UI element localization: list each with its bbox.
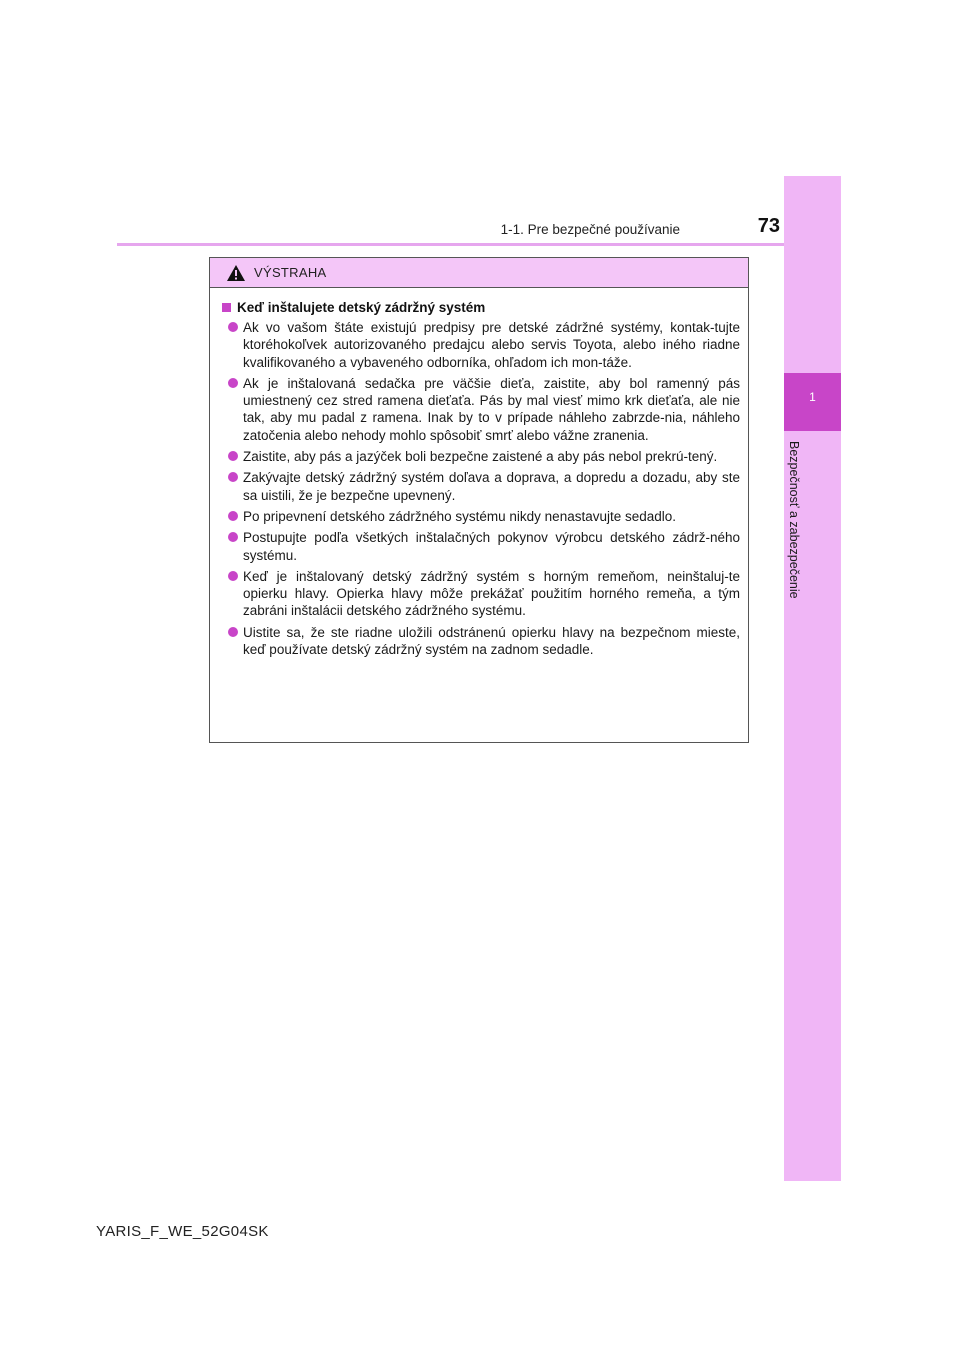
- square-bullet-icon: [222, 303, 231, 312]
- bullet-dot-icon: [228, 532, 238, 542]
- bullet-dot-icon: [228, 472, 238, 482]
- list-item-text: Postupujte podľa všetkých inštalačných pokynov výrobcu detského zádrž-ného systému.: [243, 530, 740, 563]
- list-item-text: Zakývajte detský zádržný systém doľava a doprava, a dopredu a dozadu, aby ste sa uistili, že je bezpečne upevnený.: [243, 470, 740, 503]
- list-item: [222, 319, 740, 371]
- list-item-text: Ak je inštalovaná sedačka pre väčšie dieťa, zaistite, aby bol ramenný pás umiestnený cez stred ramena dieťaťa. Pás by mal viesť mimo krk dieťaťa, ale nie tak, aby mu padal z ramena. Inak by to v prípade náhleho zabrzde-nia, náhleho zatočenia alebo nehody mohlo spôsobiť smrť alebo vážne zranenia.: [243, 375, 740, 443]
- warning-box: [209, 257, 749, 743]
- list-item: [222, 469, 740, 504]
- list-item: [222, 508, 740, 525]
- header-divider: [117, 243, 841, 246]
- list-item: [222, 448, 740, 465]
- bullet-dot-icon: [228, 322, 238, 332]
- bullet-dot-icon: [228, 511, 238, 521]
- warning-body: [210, 288, 748, 658]
- list-item: [222, 568, 740, 620]
- list-item: [222, 375, 740, 444]
- list-item: [222, 624, 740, 659]
- page-number: 73: [757, 215, 780, 237]
- chapter-number: 1: [809, 390, 816, 404]
- bullet-dot-icon: [228, 378, 238, 388]
- list-item-text: Uistite sa, že ste riadne uložili odstránenú opierku hlavy na bezpečnom mieste, keď používate detský zádržný systém na zadnom sedadle.: [243, 624, 740, 658]
- list-item-text: Ak vo vašom štáte existujú predpisy pre detské zádržné systémy, kontak-tujte ktoréhokoľvek autorizovaného predajcu alebo servis Toyota, alebo iného riadne kvalifikovaného a vybaveného odborníka, ohľadom ich mon-táže.: [243, 320, 740, 370]
- section-heading-text: Keď inštalujete detský zádržný systém: [237, 300, 486, 315]
- bullet-dot-icon: [228, 571, 238, 581]
- warning-triangle-icon: [226, 264, 246, 282]
- warning-header: [210, 258, 748, 288]
- chapter-label: Bezpečnosť a zabezpečenie: [787, 441, 801, 599]
- list-item-text: Po pripevnení detského zádržného systému nikdy nenastavujte sedadlo.: [243, 508, 677, 524]
- warning-title: VÝSTRAHA: [254, 265, 327, 280]
- list-item: [222, 529, 740, 564]
- section-heading: [222, 300, 740, 315]
- list-item-text: Zaistite, aby pás a jazýček boli bezpečne zaistené a aby pás nebol prekrú-tený.: [243, 449, 718, 465]
- footer-document-code: YARIS_F_WE_52G04SK: [96, 1223, 269, 1240]
- list-item-text: Keď je inštalovaný detský zádržný systém s horným remeňom, neinštaluj-te opierku hlavy. Opierka hlavy môže prekážať použitím horného remeňa, a tým zabráni inštalácii detského zádržného systému.: [243, 568, 740, 619]
- bullet-dot-icon: [228, 451, 238, 461]
- chapter-side-tab: [784, 176, 841, 1181]
- bullet-dot-icon: [228, 627, 238, 637]
- warning-list: [222, 319, 740, 658]
- header-section-title: 1-1. Pre bezpečné používanie: [500, 222, 680, 237]
